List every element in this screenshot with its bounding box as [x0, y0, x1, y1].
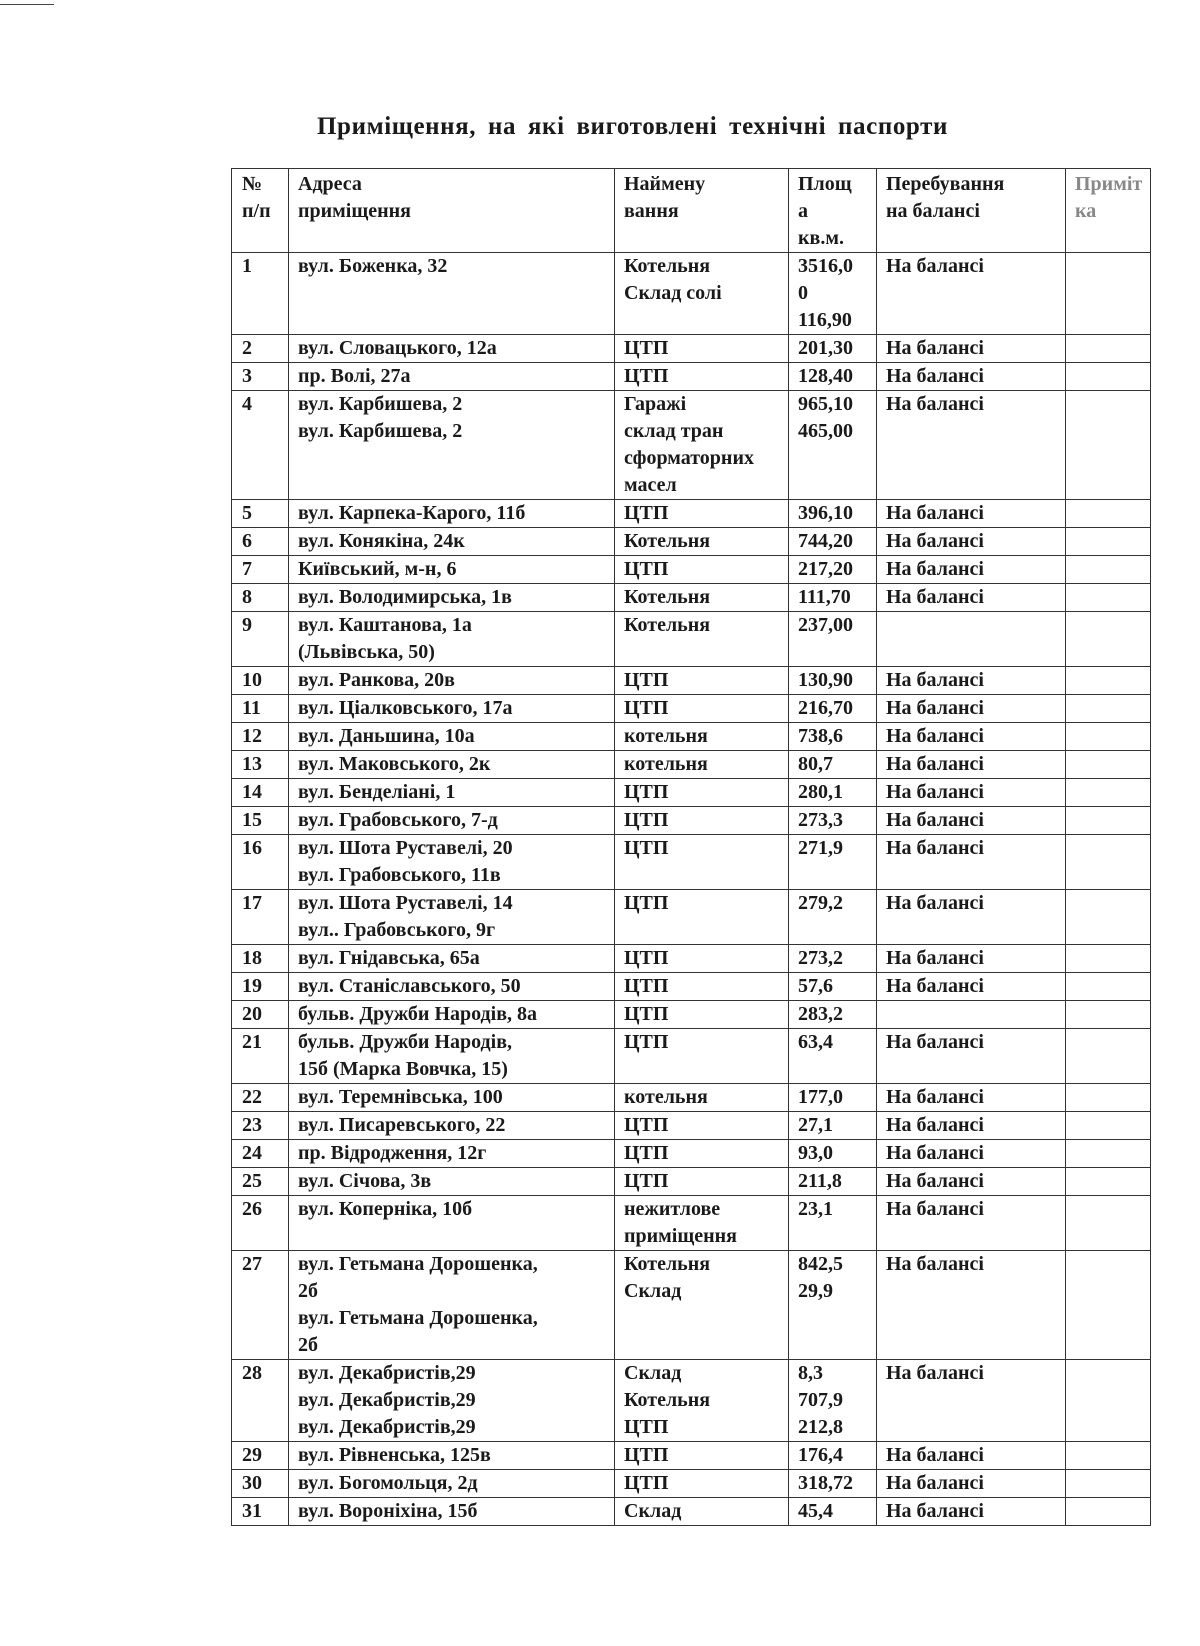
row-area: 23,1	[789, 1196, 877, 1251]
row-number: 10	[232, 667, 289, 695]
row-area: 738,6	[789, 723, 877, 751]
row-note	[1066, 391, 1151, 500]
row-note	[1066, 667, 1151, 695]
row-number: 15	[232, 807, 289, 835]
row-number: 29	[232, 1442, 289, 1470]
row-balance: На балансі	[877, 807, 1066, 835]
row-balance: На балансі	[877, 1360, 1066, 1442]
row-balance: На балансі	[877, 667, 1066, 695]
row-number: 12	[232, 723, 289, 751]
row-area: 211,8	[789, 1168, 877, 1196]
row-balance: На балансі	[877, 528, 1066, 556]
table-row	[232, 779, 1151, 807]
row-balance: На балансі	[877, 945, 1066, 973]
header-note: Приміт ка	[1066, 169, 1151, 253]
row-note	[1066, 835, 1151, 890]
row-balance: На балансі	[877, 391, 1066, 500]
row-address: Київський, м-н, 6	[289, 556, 615, 584]
row-name: ЦТП	[615, 1112, 789, 1140]
row-note	[1066, 1360, 1151, 1442]
row-number: 18	[232, 945, 289, 973]
row-balance: На балансі	[877, 500, 1066, 528]
row-note	[1066, 807, 1151, 835]
row-name: ЦТП	[615, 1442, 789, 1470]
header-area: Площ а кв.м.	[789, 169, 877, 253]
row-address: вул. Словацького, 12а	[289, 335, 615, 363]
table-row	[232, 335, 1151, 363]
row-address: вул. Бенделіані, 1	[289, 779, 615, 807]
header-number: № п/п	[232, 169, 289, 253]
table-row	[232, 391, 1151, 500]
row-balance: На балансі	[877, 890, 1066, 945]
row-note	[1066, 363, 1151, 391]
row-name: котельня	[615, 723, 789, 751]
row-area: 130,90	[789, 667, 877, 695]
row-address: вул. Шота Руставелі, 20 вул. Грабовського, 11в	[289, 835, 615, 890]
row-number: 8	[232, 584, 289, 612]
premises-table	[231, 168, 1151, 1526]
row-area: 965,10 465,00	[789, 391, 877, 500]
header-name: Наймену вання	[615, 169, 789, 253]
row-note	[1066, 528, 1151, 556]
row-area: 279,2	[789, 890, 877, 945]
row-area: 237,00	[789, 612, 877, 667]
row-number: 6	[232, 528, 289, 556]
row-note	[1066, 1029, 1151, 1084]
row-address: вул. Ранкова, 20в	[289, 667, 615, 695]
row-area: 45,4	[789, 1498, 877, 1526]
row-name: Котельня	[615, 612, 789, 667]
table-row	[232, 1112, 1151, 1140]
row-address: вул. Гнідавська, 65а	[289, 945, 615, 973]
row-address: вул. Володимирська, 1в	[289, 584, 615, 612]
row-area: 396,10	[789, 500, 877, 528]
row-area: 8,3 707,9 212,8	[789, 1360, 877, 1442]
row-balance	[877, 1001, 1066, 1029]
row-balance: На балансі	[877, 1029, 1066, 1084]
row-name: ЦТП	[615, 335, 789, 363]
row-area: 216,70	[789, 695, 877, 723]
row-note	[1066, 1168, 1151, 1196]
row-area: 128,40	[789, 363, 877, 391]
row-number: 9	[232, 612, 289, 667]
row-note	[1066, 556, 1151, 584]
row-area: 271,9	[789, 835, 877, 890]
table-row	[232, 500, 1151, 528]
scan-corner-mark	[0, 4, 54, 5]
row-name: ЦТП	[615, 1001, 789, 1029]
table-row	[232, 667, 1151, 695]
row-note	[1066, 1196, 1151, 1251]
row-number: 11	[232, 695, 289, 723]
page-title: Приміщення, на які виготовлені технічні паспорти	[317, 113, 948, 140]
row-note	[1066, 945, 1151, 973]
row-balance: На балансі	[877, 1442, 1066, 1470]
row-area: 80,7	[789, 751, 877, 779]
table-row	[232, 363, 1151, 391]
row-name: котельня	[615, 751, 789, 779]
row-area: 3516,0 0 116,90	[789, 253, 877, 335]
row-balance: На балансі	[877, 1140, 1066, 1168]
row-address: вул. Рівненська, 125в	[289, 1442, 615, 1470]
table-row	[232, 253, 1151, 335]
row-number: 4	[232, 391, 289, 500]
row-address: вул. Станіславського, 50	[289, 973, 615, 1001]
row-area: 217,20	[789, 556, 877, 584]
row-note	[1066, 751, 1151, 779]
table-row	[232, 612, 1151, 667]
row-name: ЦТП	[615, 945, 789, 973]
row-balance: На балансі	[877, 1084, 1066, 1112]
row-number: 28	[232, 1360, 289, 1442]
row-address: вул. Вороніхіна, 15б	[289, 1498, 615, 1526]
row-name: ЦТП	[615, 1168, 789, 1196]
row-area: 273,3	[789, 807, 877, 835]
row-name: ЦТП	[615, 973, 789, 1001]
table-row	[232, 835, 1151, 890]
row-address: пр. Волі, 27а	[289, 363, 615, 391]
row-note	[1066, 335, 1151, 363]
table-row	[232, 1442, 1151, 1470]
row-note	[1066, 1140, 1151, 1168]
row-address: вул. Даньшина, 10а	[289, 723, 615, 751]
row-balance: На балансі	[877, 1470, 1066, 1498]
row-address: вул. Грабовського, 7-д	[289, 807, 615, 835]
table-row	[232, 973, 1151, 1001]
table-row	[232, 1251, 1151, 1360]
row-balance: На балансі	[877, 1112, 1066, 1140]
row-name: Склад	[615, 1498, 789, 1526]
row-name: ЦТП	[615, 556, 789, 584]
table-row	[232, 1001, 1151, 1029]
row-name: Склад Котельня ЦТП	[615, 1360, 789, 1442]
table-row	[232, 556, 1151, 584]
table-row	[232, 1168, 1151, 1196]
row-number: 7	[232, 556, 289, 584]
table-row	[232, 1196, 1151, 1251]
row-name: ЦТП	[615, 807, 789, 835]
row-note	[1066, 779, 1151, 807]
row-number: 14	[232, 779, 289, 807]
row-number: 3	[232, 363, 289, 391]
table-row	[232, 807, 1151, 835]
row-name: Гаражі склад тран сформаторних масел	[615, 391, 789, 500]
row-note	[1066, 500, 1151, 528]
row-area: 177,0	[789, 1084, 877, 1112]
row-number: 25	[232, 1168, 289, 1196]
row-number: 21	[232, 1029, 289, 1084]
row-balance: На балансі	[877, 556, 1066, 584]
table-row	[232, 695, 1151, 723]
row-note	[1066, 1001, 1151, 1029]
table-row	[232, 1029, 1151, 1084]
row-address: вул. Маковського, 2к	[289, 751, 615, 779]
row-number: 19	[232, 973, 289, 1001]
row-address: вул. Ціалковського, 17а	[289, 695, 615, 723]
row-balance: На балансі	[877, 363, 1066, 391]
row-balance: На балансі	[877, 835, 1066, 890]
row-address: бульв. Дружби Народів, 15б (Марка Вовчка, 15)	[289, 1029, 615, 1084]
table-row	[232, 723, 1151, 751]
row-area: 842,5 29,9	[789, 1251, 877, 1360]
row-balance	[877, 612, 1066, 667]
row-number: 2	[232, 335, 289, 363]
table-row	[232, 528, 1151, 556]
row-address: вул. Боженка, 32	[289, 253, 615, 335]
row-number: 20	[232, 1001, 289, 1029]
header-address: Адреса приміщення	[289, 169, 615, 253]
table-row	[232, 584, 1151, 612]
row-number: 31	[232, 1498, 289, 1526]
row-name: Котельня	[615, 528, 789, 556]
table-row	[232, 890, 1151, 945]
row-balance: На балансі	[877, 335, 1066, 363]
header-balance: Перебування на балансі	[877, 169, 1066, 253]
row-area: 744,20	[789, 528, 877, 556]
table-row	[232, 1084, 1151, 1112]
row-area: 283,2	[789, 1001, 877, 1029]
row-note	[1066, 1498, 1151, 1526]
row-area: 93,0	[789, 1140, 877, 1168]
row-note	[1066, 1470, 1151, 1498]
row-address: пр. Відродження, 12г	[289, 1140, 615, 1168]
row-address: вул. Богомольця, 2д	[289, 1470, 615, 1498]
row-balance: На балансі	[877, 779, 1066, 807]
row-address: вул. Писаревського, 22	[289, 1112, 615, 1140]
row-balance: На балансі	[877, 1498, 1066, 1526]
row-balance: На балансі	[877, 1168, 1066, 1196]
row-name: ЦТП	[615, 363, 789, 391]
row-address: вул. Шота Руставелі, 14 вул.. Грабовського, 9г	[289, 890, 615, 945]
row-address: вул. Теремнівська, 100	[289, 1084, 615, 1112]
row-number: 27	[232, 1251, 289, 1360]
row-address: вул. Січова, 3в	[289, 1168, 615, 1196]
row-name: Котельня	[615, 584, 789, 612]
table-body	[232, 253, 1151, 1526]
row-balance: На балансі	[877, 1251, 1066, 1360]
row-note	[1066, 1251, 1151, 1360]
row-note	[1066, 973, 1151, 1001]
row-number: 16	[232, 835, 289, 890]
row-name: ЦТП	[615, 1140, 789, 1168]
row-balance: На балансі	[877, 723, 1066, 751]
row-area: 318,72	[789, 1470, 877, 1498]
row-address: бульв. Дружби Народів, 8а	[289, 1001, 615, 1029]
row-number: 17	[232, 890, 289, 945]
row-name: ЦТП	[615, 1029, 789, 1084]
row-note	[1066, 1084, 1151, 1112]
table-row	[232, 1470, 1151, 1498]
row-balance: На балансі	[877, 751, 1066, 779]
row-name: Котельня Склад	[615, 1251, 789, 1360]
table-row	[232, 945, 1151, 973]
row-area: 57,6	[789, 973, 877, 1001]
row-note	[1066, 253, 1151, 335]
row-name: ЦТП	[615, 890, 789, 945]
row-address: вул. Коперніка, 10б	[289, 1196, 615, 1251]
row-name: котельня	[615, 1084, 789, 1112]
row-name: ЦТП	[615, 695, 789, 723]
table-row	[232, 1140, 1151, 1168]
row-number: 23	[232, 1112, 289, 1140]
row-balance: На балансі	[877, 973, 1066, 1001]
row-name: нежитлове приміщення	[615, 1196, 789, 1251]
row-balance: На балансі	[877, 1196, 1066, 1251]
row-note	[1066, 723, 1151, 751]
row-note	[1066, 890, 1151, 945]
row-balance: На балансі	[877, 695, 1066, 723]
row-area: 111,70	[789, 584, 877, 612]
row-address: вул. Карпека-Карого, 11б	[289, 500, 615, 528]
table-header	[232, 169, 1151, 253]
row-number: 30	[232, 1470, 289, 1498]
row-note	[1066, 1112, 1151, 1140]
table-row	[232, 1360, 1151, 1442]
row-balance: На балансі	[877, 253, 1066, 335]
row-note	[1066, 695, 1151, 723]
row-balance: На балансі	[877, 584, 1066, 612]
row-number: 22	[232, 1084, 289, 1112]
row-note	[1066, 584, 1151, 612]
row-area: 27,1	[789, 1112, 877, 1140]
row-name: ЦТП	[615, 1470, 789, 1498]
table-row	[232, 1498, 1151, 1526]
row-address: вул. Карбишева, 2 вул. Карбишева, 2	[289, 391, 615, 500]
row-name: ЦТП	[615, 667, 789, 695]
row-address: вул. Конякіна, 24к	[289, 528, 615, 556]
row-area: 280,1	[789, 779, 877, 807]
row-address: вул. Гетьмана Дорошенка, 2б вул. Гетьмана Дорошенка, 2б	[289, 1251, 615, 1360]
row-area: 63,4	[789, 1029, 877, 1084]
header-row	[232, 169, 1151, 253]
row-area: 201,30	[789, 335, 877, 363]
row-note	[1066, 612, 1151, 667]
row-address: вул. Декабристів,29 вул. Декабристів,29 вул. Декабристів,29	[289, 1360, 615, 1442]
row-address: вул. Каштанова, 1а (Львівська, 50)	[289, 612, 615, 667]
row-number: 1	[232, 253, 289, 335]
row-name: Котельня Склад солі	[615, 253, 789, 335]
row-note	[1066, 1442, 1151, 1470]
row-name: ЦТП	[615, 835, 789, 890]
row-name: ЦТП	[615, 779, 789, 807]
row-area: 176,4	[789, 1442, 877, 1470]
row-name: ЦТП	[615, 500, 789, 528]
row-number: 26	[232, 1196, 289, 1251]
row-area: 273,2	[789, 945, 877, 973]
row-number: 5	[232, 500, 289, 528]
table-row	[232, 751, 1151, 779]
row-number: 13	[232, 751, 289, 779]
row-number: 24	[232, 1140, 289, 1168]
